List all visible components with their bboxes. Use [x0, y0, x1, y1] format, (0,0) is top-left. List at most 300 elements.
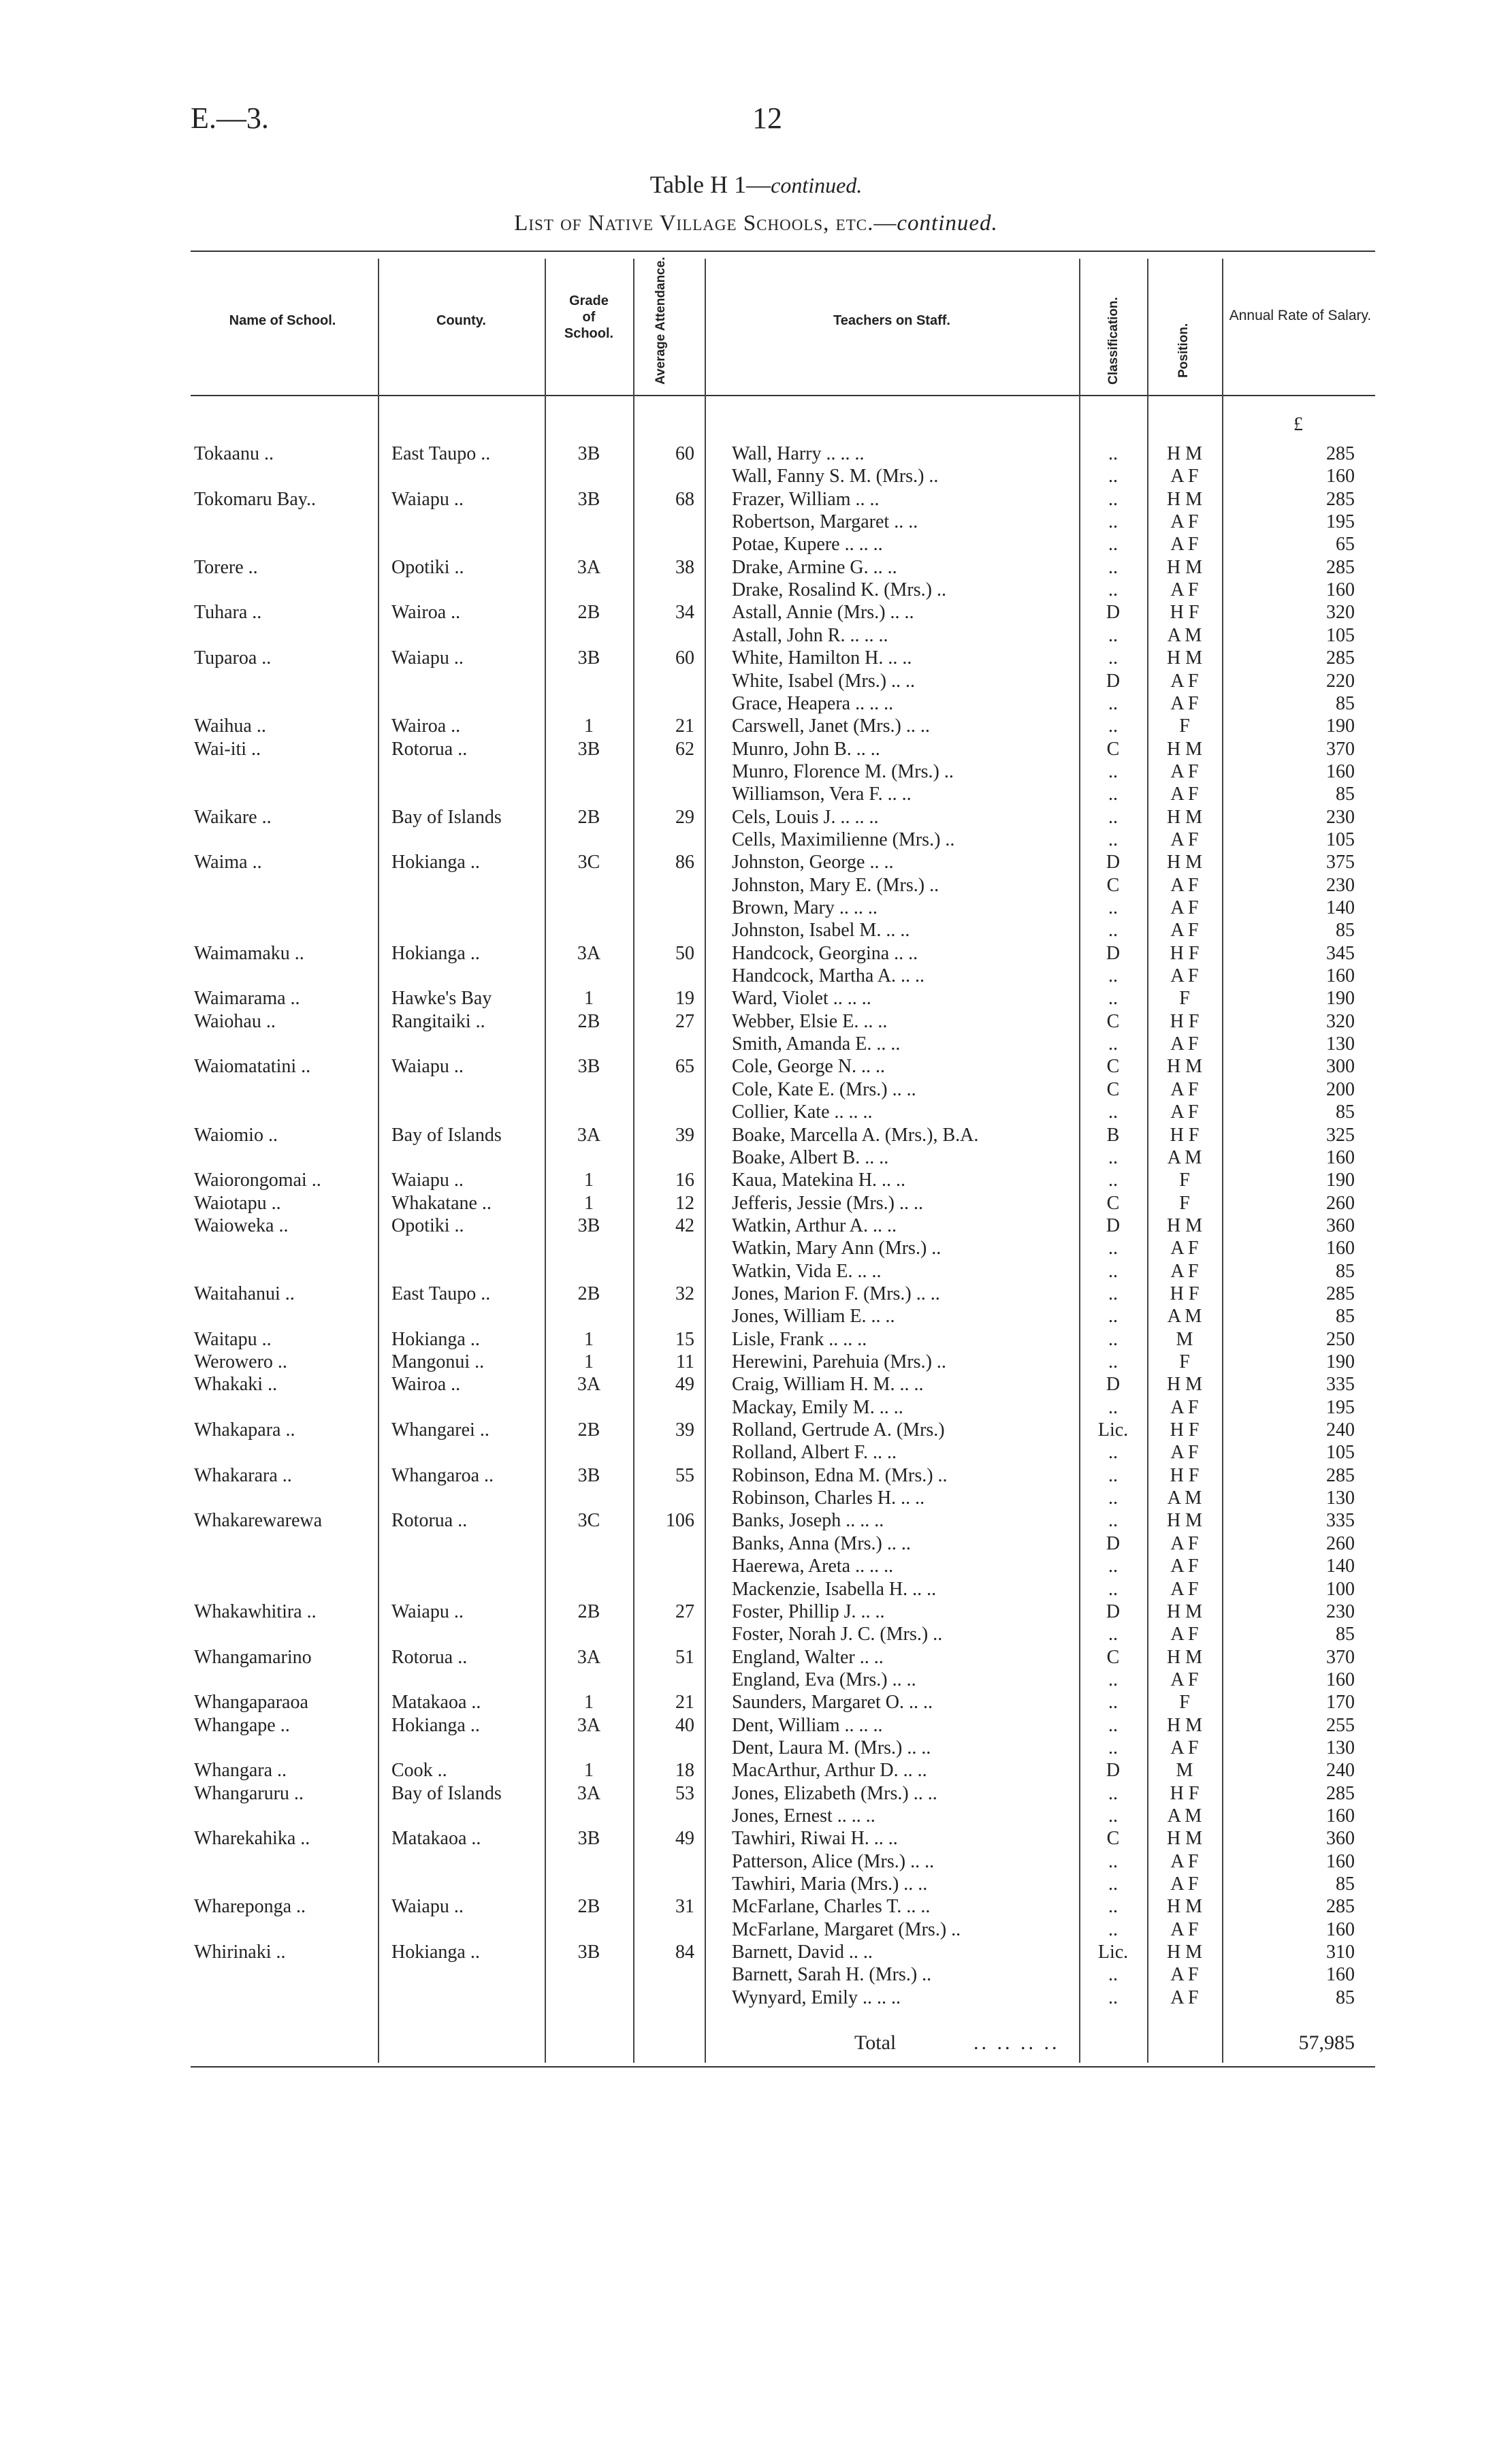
cell-salary: 195 [1326, 511, 1355, 532]
col-head-grade-l3: School. [564, 326, 614, 341]
cell-position: H M [1166, 1715, 1203, 1736]
cell-attendance: 39 [675, 1125, 694, 1146]
cell-classification: D [1106, 1760, 1121, 1781]
cell-teacher: Johnston, George .. .. [732, 852, 894, 873]
cell-classification: .. [1108, 1510, 1118, 1531]
cell-position: F [1179, 1351, 1190, 1372]
cell-county: Rangitaiki .. [391, 1011, 485, 1032]
cell-school: Tokomaru Bay.. [194, 489, 316, 510]
cell-grade: 2B [577, 1011, 600, 1032]
cell-classification: .. [1108, 897, 1118, 918]
cell-position: A F [1170, 1261, 1199, 1282]
cell-grade: 3C [577, 1510, 600, 1531]
cell-salary: 160 [1326, 1805, 1355, 1827]
cell-salary: 250 [1326, 1329, 1355, 1350]
cell-school: Whakarara .. [194, 1465, 292, 1486]
cell-classification: .. [1108, 1465, 1118, 1486]
cell-classification: D [1106, 943, 1121, 964]
cell-salary: 285 [1326, 1896, 1355, 1917]
cell-teacher: Mackenzie, Isabella H. .. .. [732, 1579, 937, 1600]
cell-salary: 370 [1326, 739, 1355, 760]
cell-position: H F [1170, 943, 1200, 964]
cell-classification: .. [1108, 1964, 1118, 1985]
cell-salary: 285 [1326, 647, 1355, 669]
cell-classification: D [1106, 1215, 1121, 1236]
cell-teacher: Banks, Joseph .. .. .. [732, 1510, 884, 1531]
cell-grade: 3B [577, 1828, 600, 1849]
cell-grade: 3A [577, 557, 601, 578]
cell-salary: 260 [1326, 1533, 1355, 1554]
cell-teacher: Rolland, Albert F. .. .. [732, 1442, 897, 1463]
cell-grade: 3A [577, 1715, 601, 1736]
cell-position: A F [1170, 829, 1199, 850]
cell-position: H F [1170, 1465, 1200, 1486]
table-bottom-rule [191, 2066, 1375, 2068]
cell-position: A M [1167, 1805, 1202, 1827]
cell-position: F [1179, 715, 1190, 737]
cell-attendance: 15 [675, 1329, 694, 1350]
cell-teacher: Jones, Marion F. (Mrs.) .. .. [732, 1283, 940, 1304]
cell-salary: 335 [1326, 1374, 1355, 1395]
cell-position: A F [1170, 466, 1199, 487]
col-head-salary: Annual Rate of Salary. [1229, 308, 1372, 323]
cell-teacher: Handcock, Martha A. .. .. [732, 965, 925, 986]
cell-attendance: 62 [675, 739, 694, 760]
cell-salary: 285 [1326, 443, 1355, 464]
cell-attendance: 11 [676, 1351, 694, 1372]
cell-teacher: Dent, William .. .. .. [732, 1715, 883, 1736]
cell-teacher: Drake, Rosalind K. (Mrs.) .. [732, 579, 946, 600]
cell-salary: 300 [1326, 1056, 1355, 1077]
cell-classification: .. [1108, 1579, 1118, 1600]
cell-salary: 130 [1326, 1033, 1355, 1055]
table-top-rule [191, 251, 1375, 252]
cell-classification: .. [1108, 1896, 1118, 1917]
cell-teacher: Munro, John B. .. .. [732, 739, 880, 760]
cell-school: Whakarewarewa [194, 1510, 323, 1531]
col-head-grade-l2: of [582, 310, 596, 325]
cell-school: Waiohau .. [194, 1011, 276, 1032]
cell-school: Whangaruru .. [194, 1783, 304, 1804]
cell-county: Mangonui .. [391, 1351, 485, 1372]
cell-teacher: MacArthur, Arthur D. .. .. [732, 1760, 927, 1781]
cell-classification: C [1106, 875, 1120, 896]
cell-grade: 1 [584, 1170, 594, 1191]
cell-classification: D [1106, 1374, 1121, 1395]
cell-teacher: Tawhiri, Maria (Mrs.) .. .. [732, 1873, 928, 1895]
cell-position: A F [1170, 1442, 1199, 1463]
cell-grade: 1 [584, 1351, 594, 1372]
cell-grade: 3B [577, 1056, 600, 1077]
cell-position: A M [1167, 625, 1202, 646]
cell-grade: 3B [577, 647, 600, 669]
cell-teacher: Patterson, Alice (Mrs.) .. .. [732, 1851, 935, 1872]
cell-position: A F [1170, 784, 1199, 805]
cell-position: F [1179, 1692, 1190, 1713]
cell-salary: 105 [1326, 625, 1355, 646]
cell-county: Waiapu .. [391, 1056, 464, 1077]
cell-school: Waioweka .. [194, 1215, 289, 1236]
cell-salary: 85 [1336, 1101, 1355, 1123]
cell-school: Waima .. [194, 852, 262, 873]
cell-attendance: 27 [675, 1011, 694, 1032]
cell-grade: 2B [577, 1896, 600, 1917]
cell-grade: 3B [577, 443, 600, 464]
cell-county: Waiapu .. [391, 1601, 464, 1622]
cell-grade: 3B [577, 1215, 600, 1236]
cell-salary: 85 [1336, 1624, 1355, 1645]
cell-teacher: Wynyard, Emily .. .. .. [732, 1987, 901, 2008]
cell-teacher: Wall, Fanny S. M. (Mrs.) .. [732, 466, 939, 487]
cell-county: Bay of Islands [391, 1783, 502, 1804]
cell-county: Cook .. [391, 1760, 447, 1781]
cell-attendance: 49 [675, 1374, 694, 1395]
cell-position: A M [1167, 1487, 1202, 1509]
cell-county: Matakaoa .. [391, 1692, 481, 1713]
cell-classification: C [1106, 1056, 1120, 1077]
cell-teacher: Foster, Norah J. C. (Mrs.) .. [732, 1624, 943, 1645]
divider-teachers-class [1079, 259, 1080, 2063]
cell-position: F [1179, 988, 1190, 1009]
cell-classification: .. [1108, 988, 1118, 1009]
cell-classification: D [1106, 852, 1121, 873]
cell-position: A M [1167, 1147, 1202, 1168]
cell-attendance: 86 [675, 852, 694, 873]
cell-classification: .. [1108, 466, 1118, 487]
divider-school-county [378, 259, 379, 2063]
cell-school: Waiotapu .. [194, 1193, 281, 1214]
cell-classification: .. [1108, 1261, 1118, 1282]
cell-classification: .. [1108, 1669, 1118, 1690]
cell-position: A F [1170, 761, 1199, 782]
cell-classification: .. [1108, 1737, 1118, 1758]
report-code: E.—3. [191, 101, 269, 135]
cell-classification: .. [1108, 625, 1118, 646]
cell-attendance: 21 [675, 1692, 694, 1713]
cell-salary: 85 [1336, 693, 1355, 714]
cell-county: Hokianga .. [391, 1715, 480, 1736]
col-head-teachers: Teachers on Staff. [833, 313, 950, 328]
cell-county: Whangarei .. [391, 1419, 489, 1441]
cell-grade: 2B [577, 1419, 600, 1441]
cell-classification: .. [1108, 1919, 1118, 1940]
cell-county: Rotorua .. [391, 1510, 468, 1531]
cell-salary: 160 [1326, 965, 1355, 986]
cell-salary: 345 [1326, 943, 1355, 964]
cell-classification: .. [1108, 1624, 1118, 1645]
cell-teacher: Jones, Ernest .. .. .. [732, 1805, 875, 1827]
cell-salary: 85 [1336, 1987, 1355, 2008]
cell-teacher: Cole, Kate E. (Mrs.) .. .. [732, 1079, 916, 1100]
cell-grade: 1 [584, 715, 594, 737]
cell-position: A F [1170, 965, 1199, 986]
cell-salary: 220 [1326, 671, 1355, 692]
col-head-classification: Classification. [1106, 297, 1121, 385]
cell-school: Waihua .. [194, 715, 266, 737]
cell-classification: .. [1108, 534, 1118, 555]
cell-position: H M [1166, 1601, 1203, 1622]
cell-grade: 1 [584, 1329, 594, 1350]
cell-school: Waimamaku .. [194, 943, 304, 964]
cell-position: A F [1170, 897, 1199, 918]
cell-classification: .. [1108, 1170, 1118, 1191]
cell-county: Wairoa .. [391, 602, 461, 623]
cell-teacher: Jefferis, Jessie (Mrs.) .. .. [732, 1193, 923, 1214]
cell-teacher: Astall, Annie (Mrs.) .. .. [732, 602, 914, 623]
cell-position: H F [1170, 1283, 1200, 1304]
cell-teacher: White, Isabel (Mrs.) .. .. [732, 671, 916, 692]
subtitle-continued: continued. [897, 211, 998, 236]
cell-teacher: Grace, Heapera .. .. .. [732, 693, 894, 714]
cell-school: Whirinaki .. [194, 1942, 286, 1963]
cell-salary: 85 [1336, 920, 1355, 941]
cell-teacher: Jones, Elizabeth (Mrs.) .. .. [732, 1783, 937, 1804]
cell-position: H M [1166, 1896, 1203, 1917]
cell-attendance: 42 [675, 1215, 694, 1236]
cell-grade: 3B [577, 1942, 600, 1963]
cell-classification: .. [1108, 1851, 1118, 1872]
cell-salary: 285 [1326, 557, 1355, 578]
cell-county: Waiapu .. [391, 489, 464, 510]
cell-classification: .. [1108, 443, 1118, 464]
cell-salary: 140 [1326, 1556, 1355, 1577]
cell-salary: 160 [1326, 1669, 1355, 1690]
cell-classification: .. [1108, 489, 1118, 510]
cell-salary: 285 [1326, 489, 1355, 510]
cell-county: Waiapu .. [391, 1896, 464, 1917]
cell-classification: .. [1108, 715, 1118, 737]
cell-grade: 2B [577, 1283, 600, 1304]
col-head-grade-l1: Grade [569, 293, 609, 308]
cell-teacher: Kaua, Matekina H. .. .. [732, 1170, 906, 1191]
cell-county: Wairoa .. [391, 715, 461, 737]
cell-grade: 2B [577, 602, 600, 623]
cell-school: Tokaanu .. [194, 443, 274, 464]
cell-salary: 325 [1326, 1125, 1355, 1146]
cell-school: Whangara .. [194, 1760, 287, 1781]
cell-attendance: 18 [675, 1760, 694, 1781]
cell-county: Wairoa .. [391, 1374, 461, 1395]
cell-county: Hokianga .. [391, 1329, 480, 1350]
cell-county: Waiapu .. [391, 1170, 464, 1191]
cell-teacher: Johnston, Mary E. (Mrs.) .. [732, 875, 939, 896]
cell-classification: B [1106, 1125, 1120, 1146]
cell-position: H M [1166, 1215, 1203, 1236]
cell-county: East Taupo .. [391, 443, 491, 464]
col-head-school: Name of School. [229, 313, 336, 328]
cell-classification: .. [1108, 647, 1118, 669]
cell-position: H F [1170, 1419, 1200, 1441]
cell-classification: .. [1108, 693, 1118, 714]
cell-position: A F [1170, 534, 1199, 555]
cell-county: Hawke's Bay [391, 988, 492, 1009]
cell-grade: 3A [577, 943, 601, 964]
col-head-grade [548, 293, 630, 342]
cell-position: H M [1166, 489, 1203, 510]
cell-classification: Lic. [1097, 1942, 1129, 1963]
cell-classification: .. [1108, 1283, 1118, 1304]
cell-teacher: Robinson, Charles H. .. .. [732, 1487, 925, 1509]
cell-attendance: 12 [675, 1193, 694, 1214]
cell-grade: 3C [577, 852, 600, 873]
cell-attendance: 38 [675, 557, 694, 578]
cell-attendance: 40 [675, 1715, 694, 1736]
cell-attendance: 51 [675, 1647, 694, 1668]
cell-salary: 230 [1326, 807, 1355, 828]
cell-salary: 190 [1326, 988, 1355, 1009]
total-label: Total [854, 2031, 897, 2054]
cell-teacher: Boake, Albert B. .. .. [732, 1147, 889, 1168]
cell-grade: 1 [584, 1760, 594, 1781]
cell-school: Whangamarino [194, 1647, 312, 1668]
cell-position: A F [1170, 1987, 1199, 2008]
cell-salary: 260 [1326, 1193, 1355, 1214]
cell-teacher: Haerewa, Areta .. .. .. [732, 1556, 894, 1577]
cell-salary: 160 [1326, 1919, 1355, 1940]
cell-teacher: Astall, John R. .. .. .. [732, 625, 888, 646]
cell-school: Waiomio .. [194, 1125, 278, 1146]
cell-salary: 285 [1326, 1465, 1355, 1486]
cell-position: H F [1170, 1125, 1200, 1146]
cell-position: H M [1166, 1942, 1203, 1963]
cell-position: A F [1170, 1033, 1199, 1055]
cell-school: Whakaki .. [194, 1374, 278, 1395]
cell-salary: 160 [1326, 1147, 1355, 1168]
cell-position: A F [1170, 1101, 1199, 1123]
cell-position: A F [1170, 511, 1199, 532]
cell-position: H M [1166, 1647, 1203, 1668]
cell-classification: .. [1108, 1783, 1118, 1804]
cell-position: A F [1170, 875, 1199, 896]
cell-school: Waikare .. [194, 807, 272, 828]
cell-position: F [1179, 1193, 1190, 1214]
cell-teacher: Watkin, Vida E. .. .. [732, 1261, 882, 1282]
cell-classification: .. [1108, 1147, 1118, 1168]
cell-salary: 200 [1326, 1079, 1355, 1100]
total-dots: .. .. .. .. [974, 2031, 1060, 2054]
cell-classification: .. [1108, 1987, 1118, 2008]
cell-salary: 320 [1326, 602, 1355, 623]
cell-classification: .. [1108, 784, 1118, 805]
cell-salary: 85 [1336, 1873, 1355, 1895]
cell-teacher: Mackay, Emily M. .. .. [732, 1397, 903, 1418]
cell-teacher: Frazer, William .. .. [732, 489, 880, 510]
cell-grade: 3A [577, 1125, 601, 1146]
col-head-attendance: Average Attendance. [654, 257, 668, 385]
cell-attendance: 60 [675, 443, 694, 464]
cell-grade: 3A [577, 1783, 601, 1804]
cell-teacher: Tawhiri, Riwai H. .. .. [732, 1828, 898, 1849]
cell-attendance: 19 [675, 988, 694, 1009]
divider-grade-attendance [633, 259, 634, 2063]
cell-teacher: Herewini, Parehuia (Mrs.) .. [732, 1351, 946, 1372]
cell-grade: 1 [584, 988, 594, 1009]
cell-teacher: Munro, Florence M. (Mrs.) .. [732, 761, 954, 782]
cell-classification: C [1106, 1079, 1120, 1100]
divider-county-grade [545, 259, 546, 2063]
table-title-name: Table H 1— [649, 171, 771, 198]
cell-salary: 370 [1326, 1647, 1355, 1668]
cell-salary: 190 [1326, 1351, 1355, 1372]
cell-classification: .. [1108, 1033, 1118, 1055]
cell-school: Waitapu .. [194, 1329, 272, 1350]
cell-school: Waiomatatini .. [194, 1056, 311, 1077]
cell-school: Wai-iti .. [194, 739, 261, 760]
cell-classification: .. [1108, 511, 1118, 532]
cell-teacher: Watkin, Arthur A. .. .. [732, 1215, 897, 1236]
cell-teacher: Lisle, Frank .. .. .. [732, 1329, 867, 1350]
cell-teacher: Robinson, Edna M. (Mrs.) .. [732, 1465, 948, 1486]
cell-salary: 130 [1326, 1737, 1355, 1758]
cell-salary: 85 [1336, 784, 1355, 805]
cell-teacher: Smith, Amanda E. .. .. [732, 1033, 901, 1055]
cell-teacher: Potae, Kupere .. .. .. [732, 534, 883, 555]
cell-grade: 3B [577, 1465, 600, 1486]
cell-position: A F [1170, 1533, 1199, 1554]
cell-position: A F [1170, 579, 1199, 600]
cell-classification: .. [1108, 1329, 1118, 1350]
cell-teacher: Dent, Laura M. (Mrs.) .. .. [732, 1737, 931, 1758]
cell-salary: 320 [1326, 1011, 1355, 1032]
cell-salary: 170 [1326, 1692, 1355, 1713]
cell-position: A F [1170, 1919, 1199, 1940]
cell-teacher: Boake, Marcella A. (Mrs.), B.A. [732, 1125, 979, 1146]
cell-teacher: Wall, Harry .. .. .. [732, 443, 865, 464]
cell-classification: .. [1108, 579, 1118, 600]
cell-position: A F [1170, 1238, 1199, 1259]
cell-salary: 190 [1326, 715, 1355, 737]
cell-teacher: England, Eva (Mrs.) .. .. [732, 1669, 916, 1690]
total-amount: 57,985 [1298, 2031, 1355, 2054]
cell-attendance: 106 [666, 1510, 694, 1531]
cell-classification: .. [1108, 1442, 1118, 1463]
cell-position: M [1176, 1760, 1193, 1781]
cell-salary: 195 [1326, 1397, 1355, 1418]
cell-teacher: Robertson, Margaret .. .. [732, 511, 918, 532]
cell-position: A F [1170, 1556, 1199, 1577]
cell-salary: 360 [1326, 1828, 1355, 1849]
cell-salary: 335 [1326, 1510, 1355, 1531]
cell-teacher: Barnett, Sarah H. (Mrs.) .. [732, 1964, 932, 1985]
divider-attendance-teachers [705, 259, 706, 2063]
cell-school: Waitahanui .. [194, 1283, 295, 1304]
cell-classification: .. [1108, 557, 1118, 578]
cell-grade: 3A [577, 1647, 601, 1668]
divider-position-salary [1222, 259, 1223, 2063]
cell-salary: 190 [1326, 1170, 1355, 1191]
cell-classification: .. [1108, 1692, 1118, 1713]
cell-teacher: Drake, Armine G. .. .. [732, 557, 897, 578]
cell-position: A F [1170, 920, 1199, 941]
cell-teacher: Collier, Kate .. .. .. [732, 1101, 873, 1123]
cell-classification: .. [1108, 807, 1118, 828]
cell-county: Hokianga .. [391, 1942, 480, 1963]
cell-county: Hokianga .. [391, 852, 480, 873]
cell-classification: .. [1108, 1351, 1118, 1372]
cell-grade: 2B [577, 807, 600, 828]
cell-classification: D [1106, 602, 1121, 623]
cell-teacher: Jones, William E. .. .. [732, 1306, 895, 1327]
cell-teacher: Barnett, David .. .. [732, 1942, 873, 1963]
cell-classification: .. [1108, 1101, 1118, 1123]
cell-salary: 375 [1326, 852, 1355, 873]
cell-teacher: Cels, Louis J. .. .. .. [732, 807, 879, 828]
cell-county: Bay of Islands [391, 807, 502, 828]
cell-position: H M [1166, 739, 1203, 760]
cell-school: Whakawhitira .. [194, 1601, 317, 1622]
cell-grade: 2B [577, 1601, 600, 1622]
page-number: 12 [752, 101, 782, 135]
